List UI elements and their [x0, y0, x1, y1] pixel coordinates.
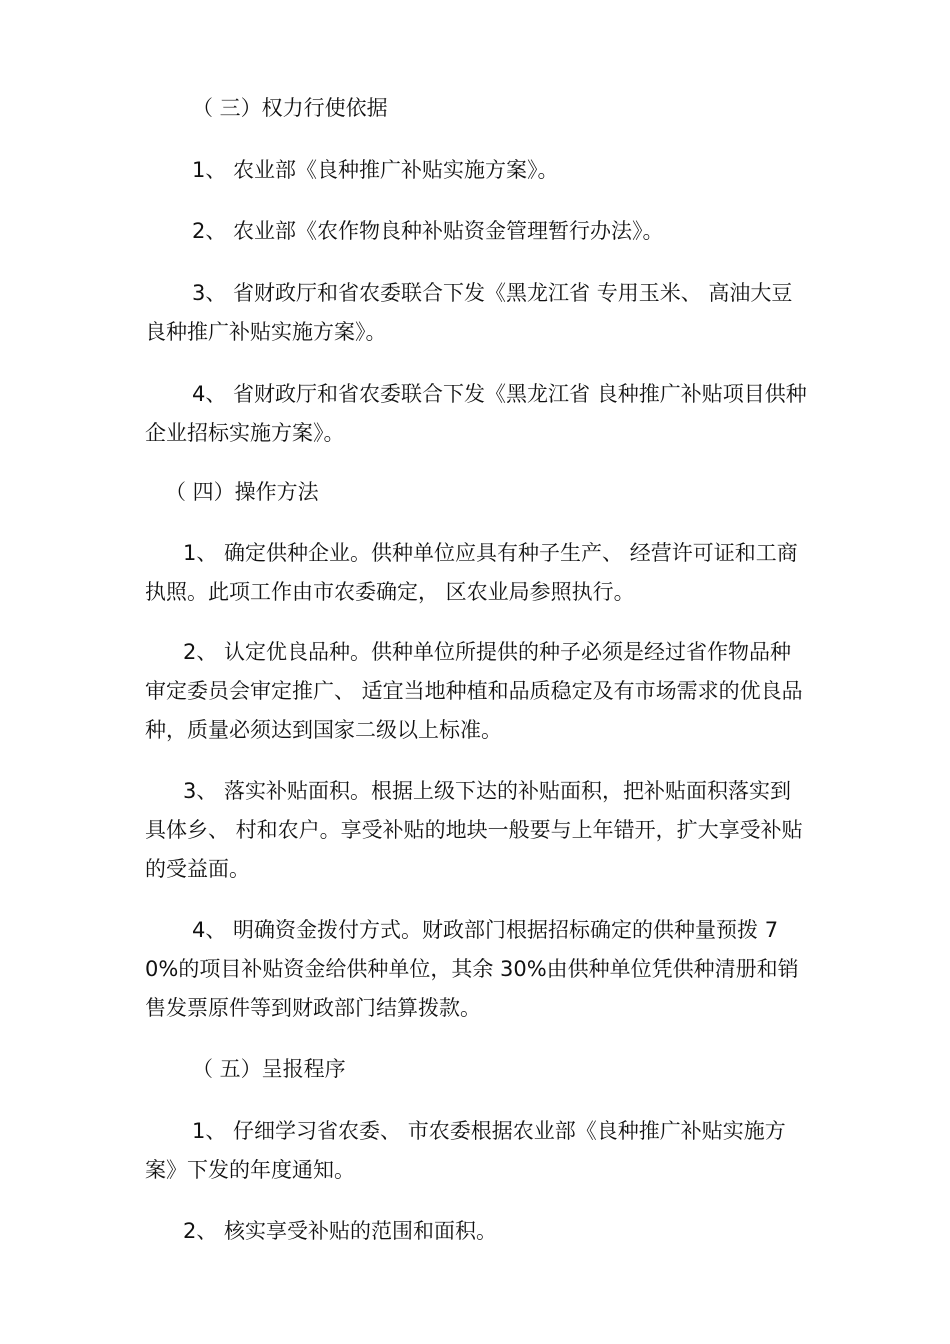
- basis-item-2: 2、 农业部《农作物良种补贴资金管理暂行办法》。: [192, 219, 664, 243]
- basis-item-3: 3、 省财政厅和省农委联合下发《黑龙江省 专用玉米、 高油大豆良种推广补贴实施方案》。: [145, 281, 793, 344]
- section-heading-5: （ 五）呈报程序: [192, 1057, 346, 1081]
- method-item-3: 3、 落实补贴面积。根据上级下达的补贴面积，把补贴面积落实到具体乡、 村和农户。享受补贴的地块一般要与上年错开，扩大享受补贴的受益面。: [145, 779, 803, 881]
- method-item-1: 1、 确定供种企业。供种单位应具有种子生产、 经营许可证和工商执照。此项工作由市农委确定， 区农业局参照执行。: [145, 541, 798, 604]
- method-item-2: 2、 认定优良品种。供种单位所提供的种子必须是经过省作物品种审定委员会审定推广、 适宜当地种植和品质稳定及有市场需求的优良品种，质量必须达到国家二级以上标准。: [145, 640, 803, 742]
- section-heading-4: （ 四）操作方法: [165, 480, 319, 504]
- basis-item-4: 4、 省财政厅和省农委联合下发《黑龙江省 良种推广补贴项目供种企业招标实施方案》。: [145, 382, 807, 445]
- procedure-item-1: 1、 仔细学习省农委、 市农委根据农业部《良种推广补贴实施方案》下发的年度通知。: [145, 1119, 786, 1182]
- procedure-item-2: 2、 核实享受补贴的范围和面积。: [183, 1219, 498, 1243]
- section-heading-3: （ 三）权力行使依据: [192, 96, 388, 120]
- method-item-4: 4、 明确资金拨付方式。财政部门根据招标确定的供种量预拨 70%的项目补贴资金给供种单位，其余 30%由供种单位凭供种清册和销售发票原件等到财政部门结算拨款。: [145, 918, 799, 1020]
- basis-item-1: 1、 农业部《良种推广补贴实施方案》。: [192, 158, 559, 182]
